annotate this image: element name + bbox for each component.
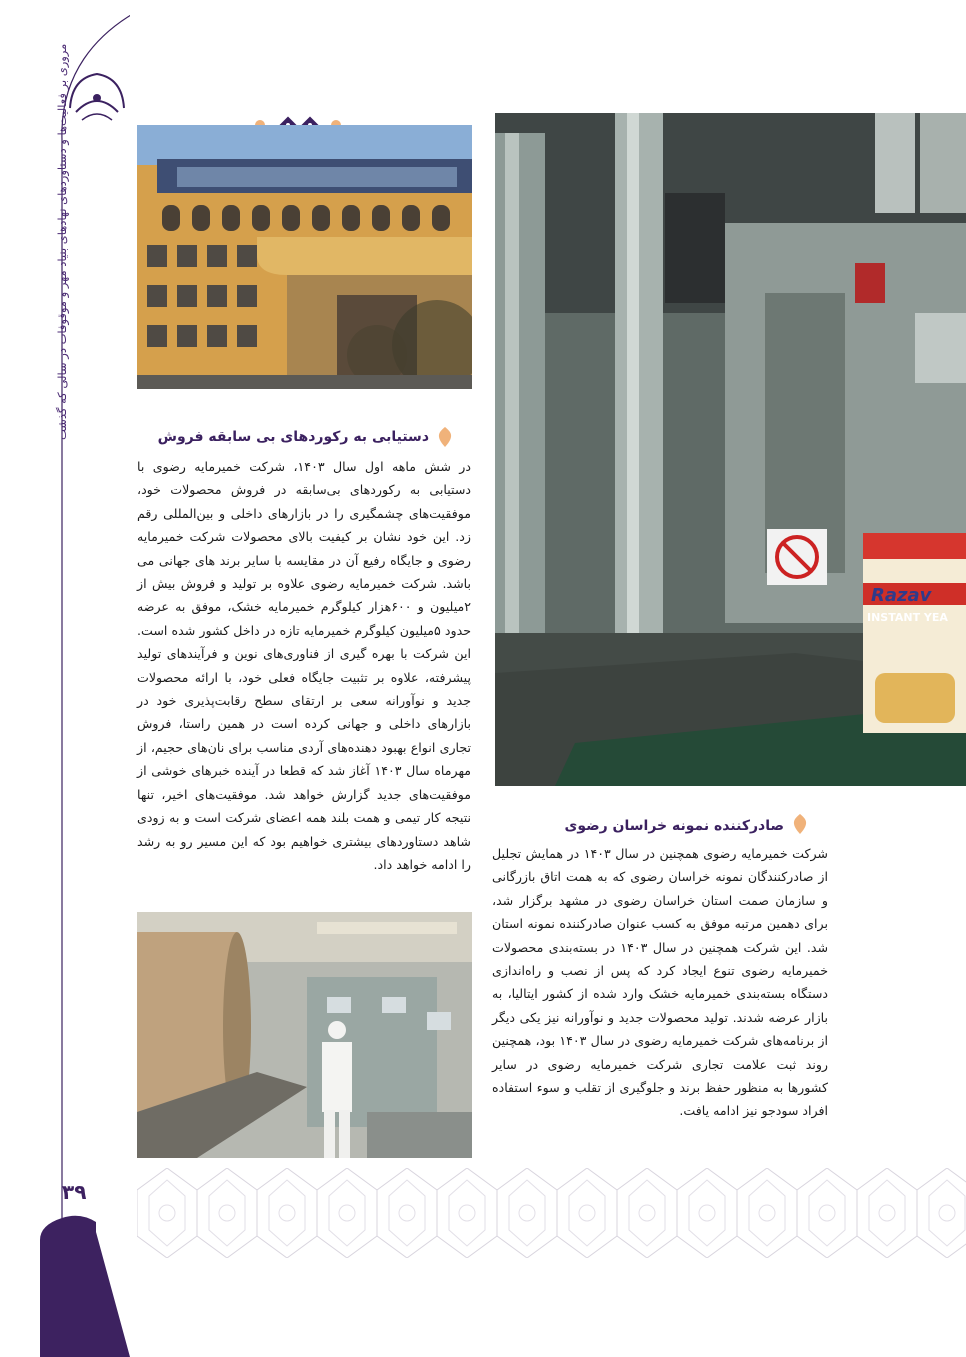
control-panel-photo (137, 912, 472, 1158)
section1-bullet (434, 426, 456, 448)
section2-heading: صادرکننده نمونه خراسان رضوی (564, 818, 784, 834)
package-brand-text: Razav (871, 585, 932, 606)
running-title: مروری بر فعالیت‌ها و دستاوردهای نهادهای بنیاد مهر و موقوفات در سالی که گذشت (55, 43, 69, 440)
section1-heading: دستیابی به رکوردهای بی سابقه فروش (157, 429, 429, 445)
section2-bullet (789, 813, 811, 835)
page-number: ۳۹ (62, 1180, 87, 1204)
section1-body: در شش ماهه اول سال ۱۴۰۳، شرکت خمیرمایه رضوی با دستیابی به رکوردهای بی‌سابقه در فروش محصولات خود، موفقیت‌های چشمگیری را در بازارهای داخلی و بین‌المللی رقم زد. این خود نشان بر کیفیت بالای محصولات شرکت خمیرمایه رضوی و جایگاه رفیع آن در مقایسه با سایر برند های جهانی می باشد. شرکت خمیرمایه رضوی علاوه بر تولید و فروش بیش از ۲میلیون و ۶۰۰هزار کیلوگرم خمیرمایه خشک، موفق به عرضه حدود ۵میلیون کیلوگرم خمیرمایه تازه در داخل کشور شده است. این شرکت با بهره گیری از فناوری‌های نوین و فرآیندهای تولید پیشرفته، علاوه بر تثبیت جایگاه فعلی خود، با ارائه محصولات جدید و نوآورانه سعی بر ارتقای سطح رقابت‌پذیری خود در بازارهای داخلی و جهانی کرده است در همین راستا، فروش تجاری انواع بهبود دهنده‌های آردی مناسب برای نان‌های حجیم، از مهرماه سال ۱۴۰۳ آغاز شد که قطعا در آینده خبرهای خوشی از موفقیت‌های جدید گزارش خواهد شد. موفقیت‌های اخیر، تنها نتیجه کار تیمی و همت بلند همه اعضای شرکت است و به زودی شاهد دستاوردهای بیشتری خواهیم بود که این مسیر رو به رشد را ادامه خواهد داد. (137, 459, 472, 872)
decorative-pattern-band (137, 1168, 966, 1258)
section2-body: شرکت خمیرمایه رضوی همچنین در سال ۱۴۰۳ در همایش تجلیل از صادرکنندگان نمونه خراسان رضوی که به همت اتاق بازرگانی و سازمان صمت استان خراسان رضوی در مشهد برگزار شد، برای دهمین مرتبه موفق به کسب عنوان صادرکننده نمونه استان شد. این شرکت همچنین در سال ۱۴۰۳ در بسته‌بندی محصولات خمیرمایه رضوی تنوع ایجاد کرد که پس از نصب و راه‌اندازی دستگاه بسته‌بندی خمیرمایه خشک وارد شده از کشور ایتالیا، به بازار عرضه شدند. تولید محصولات جدید و نوآورانه نیز یکی دیگر از برنامه‌های شرکت خمیرمایه رضوی در سال ۱۴۰۳ بود، همچنین روند ثبت علامت تجاری شرکت خمیرمایه رضوی در سایر کشورها به منظور حفظ برند و جلوگیری از تقلب و سوء استفاده افراد سودجو نیز ادامه یافت. (492, 846, 829, 1119)
packaging-machine-photo (495, 113, 966, 786)
package-product-text: INSTANT YEA (867, 611, 948, 624)
magazine-logo (62, 68, 132, 130)
building-photo (137, 125, 472, 389)
